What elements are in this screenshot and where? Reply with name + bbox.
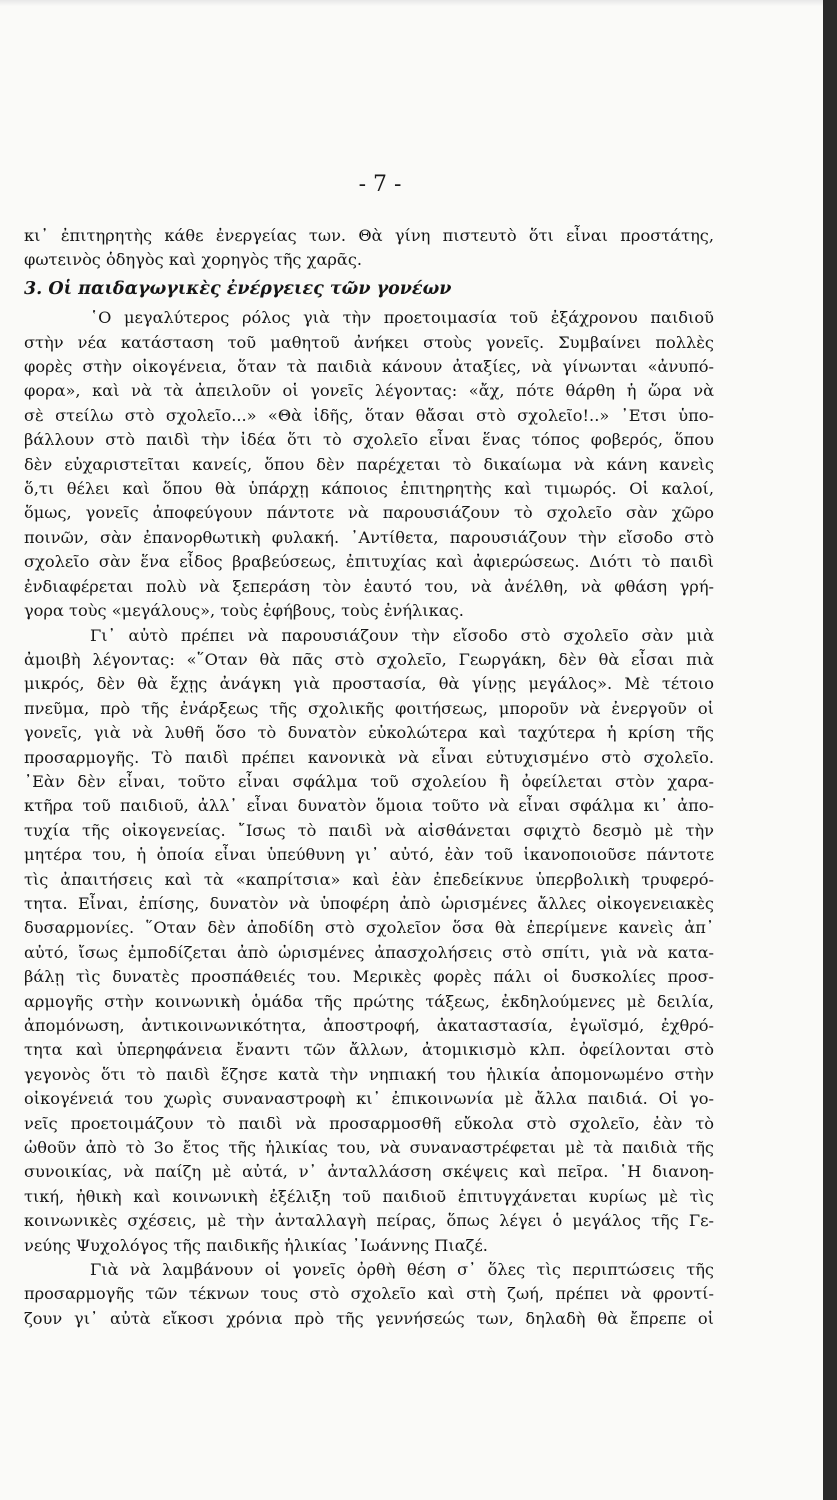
text-line: γορα τοὺς «μεγάλους», τοὺς ἐφήβους, τοὺς ἐνήλικας. (24, 601, 464, 621)
body-text (24, 224, 714, 1331)
text-line: τὶς ἀπαιτήσεις καὶ τὰ «καπρίτσια» καὶ ἐὰν ἐπεδείκνυε ὑπερβολικὴ τρυφερό- (24, 869, 714, 889)
text-line: τητα καὶ ὑπερηφάνεια ἔναντι τῶν ἄλλων, ἀτομικισμὸ κλπ. ὀφείλονται στὸ (24, 1040, 714, 1060)
text-line: μικρός, δὲν θὰ ἔχῃς ἀνάγκη γιὰ προστασία, θὰ γίνῃς μεγάλος». Μὲ τέτοιο (24, 674, 714, 694)
text-line: βάλλουν στὸ παιδὶ τὴν ἰδέα ὅτι τὸ σχολεῖο εἶναι ἕνας τόπος φοβερός, ὅπου (24, 430, 714, 450)
text-line: φωτεινὸς ὁδηγὸς καὶ χορηγὸς τῆς χαρᾶς. (24, 250, 363, 270)
text-line: σὲ στείλω στὸ σχολεῖο...» «Θὰ ἰδῆς, ὅταν θἄσαι στὸ σχολεῖο!..» ᾽Ετσι ὑπο- (24, 405, 714, 425)
text-line: γονεῖς, γιὰ νὰ λυθῆ ὅσο τὸ δυνατὸν εὐκολώτερα καὶ ταχύτερα ἡ κρίση τῆς (24, 723, 714, 743)
text-line: Γιὰ νὰ λαμβάνουν οἱ γονεῖς ὀρθὴ θέση σ᾽ ὅλες τὶς περιπτώσεις τῆς (90, 1260, 714, 1280)
text-line: ῾Ο μεγαλύτερος ρόλος γιὰ τὴν προετοιμασία τοῦ ἐξάχρονου παιδιοῦ (90, 308, 714, 328)
text-line: προσαρμογῆς. Τὸ παιδὶ πρέπει κανονικὰ νὰ εἶναι εὐτυχισμένο στὸ σχολεῖο. (24, 747, 714, 767)
text-line: ὅ,τι θέλει καὶ ὅπου θὰ ὑπάρχῃ κάποιος ἐπιτηρητὴς καὶ τιμωρός. Οἱ καλοί, (24, 479, 714, 499)
text-line: γεγονὸς ὅτι τὸ παιδὶ ἔζησε κατὰ τὴν νηπιακή του ἡλικία ἀπομονωμένο στὴν (24, 1064, 714, 1084)
text-line: κοινωνικὲς σχέσεις, μὲ τὴν ἀνταλλαγὴ πείρας, ὅπως λέγει ὁ μεγάλος τῆς Γε- (24, 1211, 714, 1231)
text-line: δυσαρμονίες. ῞Οταν δὲν ἀποδίδη στὸ σχολεῖον ὅσα θὰ ἐπερίμενε κανεὶς ἀπ᾽ (24, 918, 714, 938)
text-line: ποινῶν, σὰν ἐπανορθωτικὴ φυλακή. ᾽Αντίθετα, παρουσιάζουν τὴν εἴσοδο στὸ (24, 527, 714, 547)
text-line: βάλῃ τὶς δυνατὲς προσπάθειές του. Μερικὲς φορὲς πάλι οἱ δυσκολίες προσ- (24, 967, 714, 987)
page-number: - 7 - (358, 172, 402, 197)
text-line: ἐνδιαφέρεται πολὺ νὰ ξεπεράση τὸν ἑαυτό του, νὰ ἀνέλθη, νὰ φθάση γρή- (24, 576, 714, 596)
text-line: πνεῦμα, πρὸ τῆς ἐνάρξεως τῆς σχολικῆς φοιτήσεως, μποροῦν νὰ ἐνεργοῦν οἱ (24, 698, 714, 718)
text-line: συνοικίας, νὰ παίζη μὲ αὐτά, ν᾽ ἀνταλλάσση σκέψεις καὶ πεῖρα. ῾Η διανοη- (24, 1162, 714, 1182)
text-line: κι᾽ ἐπιτηρητὴς κάθε ἐνεργείας των. Θὰ γίνη πιστευτὸ ὅτι εἶναι προστάτης, (24, 226, 714, 245)
text-line: στὴν νέα κατάσταση τοῦ μαθητοῦ ἀνήκει στοὺς γονεῖς. Συμβαίνει πολλὲς (24, 332, 714, 352)
text-line: Γι᾽ αὐτὸ πρέπει νὰ παρουσιάζουν τὴν εἴσοδο στὸ σχολεῖο σὰν μιὰ (90, 625, 714, 645)
text-line: τυχία τῆς οἰκογενείας. ῎Ισως τὸ παιδὶ νὰ αἰσθάνεται σφιχτὸ δεσμὸ μὲ τὴν (24, 820, 714, 840)
text-line: αὐτό, ἴσως ἐμποδίζεται ἀπὸ ὡρισμένες ἀπασχολήσεις στὸ σπίτι, γιὰ νὰ κατα- (24, 942, 714, 962)
text-line: αρμογῆς στὴν κοινωνικὴ ὁμάδα τῆς πρώτης τάξεως, ἐκδηλούμενες μὲ δειλία, (24, 991, 714, 1011)
text-line: ὠθοῦν ἀπὸ τὸ 3ο ἔτος τῆς ἡλικίας του, νὰ συναναστρέφεται μὲ τὰ παιδιὰ τῆς (24, 1138, 714, 1158)
text-line: ὅμως, γονεῖς ἀποφεύγουν πάντοτε νὰ παρουσιάζουν τὸ σχολεῖο σὰν χῶρο (24, 503, 714, 523)
page-top-shadow (0, 0, 837, 6)
scan-edge-border (823, 0, 837, 1500)
text-line: νεύης Ψυχολόγος τῆς παιδικῆς ἡλικίας ᾽Ιωάννης Πιαζέ. (24, 1235, 488, 1255)
text-line: σχολεῖο σὰν ἕνα εἶδος βραβεύσεως, ἐπιτυχίας καὶ ἀφιερώσεως. Διότι τὸ παιδὶ (24, 552, 714, 572)
text-line: τική, ἠθικὴ καὶ κοινωνικὴ ἐξέλιξη τοῦ παιδιοῦ ἐπιτυγχάνεται κυρίως μὲ τὶς (24, 1186, 714, 1206)
text-line: ἀμοιβὴ λέγοντας: «῞Οταν θὰ πᾶς στὸ σχολεῖο, Γεωργάκη, δὲν θὰ εἶσαι πιὰ (24, 649, 714, 669)
text-line: οἰκογένειά του χωρὶς συναναστροφὴ κι᾽ ἐπικοινωνία μὲ ἄλλα παιδιά. Οἱ γο- (24, 1089, 714, 1109)
text-line: δὲν εὐχαριστεῖται κανείς, ὅπου δὲν παρέχεται τὸ δικαίωμα νὰ κάνη κανεὶς (24, 454, 714, 474)
text-line: τητα. Εἶναι, ἐπίσης, δυνατὸν νὰ ὑποφέρη ἀπὸ ὡρισμένες ἄλλες οἰκογενειακὲς (24, 893, 714, 913)
text-line: προσαρμογῆς τῶν τέκνων τους στὸ σχολεῖο καὶ στὴ ζωή, πρέπει νὰ φροντί- (24, 1284, 714, 1304)
text-line: κτῆρα τοῦ παιδιοῦ, ἀλλ᾽ εἶναι δυνατὸν ὅμοια τοῦτο νὰ εἶναι σφάλμα κι᾽ ἀπο- (24, 796, 714, 816)
text-line: νεῖς προετοιμάζουν τὸ παιδὶ νὰ προσαρμοσθῆ εὔκολα στὸ σχολεῖο, ἐὰν τὸ (24, 1113, 714, 1133)
text-line: φορα», καὶ νὰ τὰ ἀπειλοῦν οἱ γονεῖς λέγοντας: «ἄχ, πότε θάρθη ἡ ὥρα νὰ (24, 381, 714, 401)
text-line: φορὲς στὴν οἰκογένεια, ὅταν τὰ παιδιὰ κάνουν ἀταξίες, νὰ γίνωνται «ἀνυπό- (24, 357, 714, 377)
text-line: ἀπομόνωση, ἀντικοινωνικότητα, ἀποστροφή, ἀκαταστασία, ἐγωϊσμό, ἐχθρό- (24, 1016, 714, 1035)
text-line: ᾽Εὰν δὲν εἶναι, τοῦτο εἶναι σφάλμα τοῦ σχολείου ἢ ὀφείλεται στὸν χαρα- (24, 771, 714, 791)
text-line: ζουν γι᾽ αὐτὰ εἴκοσι χρόνια πρὸ τῆς γεννήσεώς των, δηλαδὴ θὰ ἔπρεπε οἱ (24, 1308, 714, 1328)
section-heading: 3. Οἱ παιδαγωγικὲς ἐνέργειες τῶν γονέων (24, 278, 452, 299)
text-line: μητέρα του, ἡ ὁποία εἶναι ὑπεύθυνη γι᾽ αὐτό, ἐὰν τοῦ ἱκανοποιοῦσε πάντοτε (24, 845, 714, 865)
